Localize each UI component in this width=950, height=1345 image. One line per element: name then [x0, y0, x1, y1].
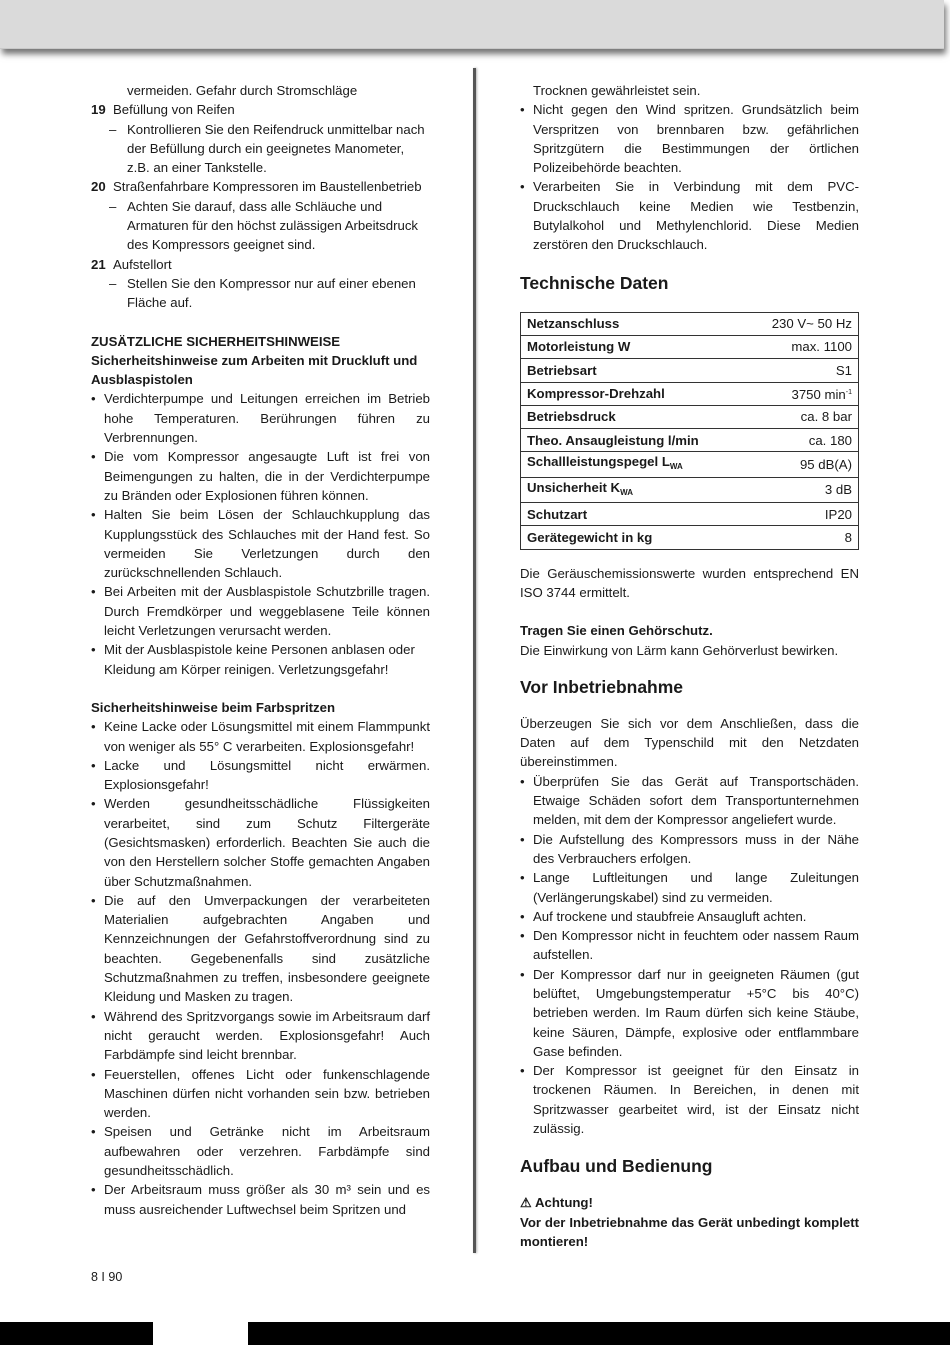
continuation-line: Trocknen gewährleistet sein.: [533, 83, 701, 98]
bullet-icon: •: [520, 1063, 525, 1079]
list-item-text: Verdichterpumpe und Leitungen erreichen im Betrieb hohe Temperaturen. Berührungen führen zu Verbrennungen.: [104, 391, 430, 446]
spec-row: [521, 477, 859, 502]
list-item-text: Speisen und Getränke nicht im Arbeitsraum aufbewahren oder verzehren. Farbdämpfe sind gesundheitsschädlich.: [104, 1124, 430, 1179]
item-title: Straßenfahrbare Kompressoren im Baustellenbetrieb: [113, 179, 422, 195]
item-title: Befüllung von Reifen: [113, 102, 235, 118]
spec-value: [745, 452, 858, 477]
spec-value: [745, 503, 858, 526]
list-item: [91, 1122, 430, 1180]
item-detail: Stellen Sie den Kompressor nur auf einer ebenen Fläche auf.: [127, 275, 416, 311]
list-item: [91, 505, 430, 582]
spec-key-text: Motorleistung W: [527, 339, 631, 355]
spec-key-text: Schallleistungspegel L: [527, 454, 670, 470]
hearing-warning-title: Tragen Sie einen Gehörschutz.: [520, 623, 713, 639]
bullet-icon: •: [520, 831, 525, 847]
list-item: [91, 389, 430, 447]
list-item-text: Die auf den Umverpackungen der verarbeiteten Materialien aufgebrachten Angaben und Kennzeichnungen der Gefahrstoffverordnung sind zu beachten. Gegebenenfalls sind zusätzliche Schutzmaßnahmen zu treffen, insbesondere geeignete Kleidung und Masken zu tragen.: [104, 892, 430, 1005]
spec-row: [521, 452, 859, 477]
dash-marker: –: [109, 198, 117, 214]
bullet-icon: •: [91, 449, 96, 465]
list-item-text: Die Aufstellung des Kompressors muss in der Nähe des Verbrauchers erfolgen.: [533, 831, 859, 866]
list-item: [91, 1007, 430, 1065]
spec-value-text: 8: [844, 529, 852, 545]
spec-value-text: IP20: [824, 506, 852, 522]
spec-row: [521, 312, 859, 335]
list-item: [520, 177, 859, 254]
numbered-item-21: [91, 255, 430, 313]
spec-value-superscript: -1: [845, 389, 852, 397]
spec-key-text: Betriebsart: [527, 362, 597, 378]
list-item: [91, 756, 430, 795]
spec-row: [521, 335, 859, 358]
bullet-icon: •: [91, 719, 96, 735]
spec-row: [521, 405, 859, 428]
spec-key: [521, 312, 746, 335]
list-item-text: Der Kompressor darf nur in geeigneten Räumen (gut belüftet, Umgebungstemperatur +5°C bis 40°C) betrieben werden. Im Raum dürfen sich keine Stäube, keine Säuren, Dämpfe, explosive oder entflammbare Gase befinden.: [533, 966, 859, 1059]
list-item-text: Der Kompressor ist geeignet für den Einsatz in trockenen Räumen. In Bereichen, in denen mit Spritzwasser gearbeitet wird, ist der Einsatz nicht zulässig.: [533, 1063, 859, 1137]
spec-key: [521, 503, 746, 526]
spec-key-text: Kompressor-Drehzahl: [527, 386, 665, 402]
spec-key-subscript: WA: [620, 487, 633, 497]
list-item: [520, 830, 859, 869]
warning-text: Vor der Inbetriebnahme das Gerät unbedingt komplett montieren!: [520, 1214, 859, 1249]
spec-key-text: Unsicherheit K: [527, 479, 621, 495]
bullet-icon: •: [91, 1066, 96, 1082]
warning-triangle-icon: ⚠: [520, 1195, 532, 1211]
spec-value: [745, 405, 858, 428]
spec-key: [521, 526, 746, 549]
bullet-icon: •: [520, 179, 525, 195]
spec-value: [745, 526, 858, 549]
item-number: 21: [91, 256, 106, 272]
spec-value-text: ca. 8 bar: [800, 409, 852, 425]
bullet-icon: •: [520, 908, 525, 924]
list-item-text: Überprüfen Sie das Gerät auf Transportschäden. Etwaige Schäden sofort dem Transportunternehmen melden, mit dem der Kompressor angeliefert wurde.: [533, 773, 859, 828]
spec-value: [745, 382, 858, 405]
bullet-icon: •: [91, 1182, 96, 1198]
spec-value-text: 3 dB: [824, 482, 852, 498]
spec-key: [521, 429, 746, 452]
list-item: [91, 582, 430, 640]
bullet-icon: •: [520, 102, 525, 118]
spec-key: [521, 335, 746, 358]
list-item-text: Auf trockene und staubfreie Ansaugluft achten.: [533, 908, 807, 924]
bullet-icon: •: [91, 507, 96, 523]
list-item-text: Mit der Ausblaspistole keine Personen anblasen oder Kleidung am Körper reinigen. Verletzungsgefahr!: [104, 642, 415, 677]
spec-value: [745, 477, 858, 502]
spec-key: [521, 359, 746, 382]
list-item-text: Den Kompressor nicht in feuchtem oder nassem Raum aufstellen.: [533, 928, 859, 963]
bullet-icon: •: [91, 757, 96, 773]
numbered-item-20: [91, 177, 430, 254]
spec-value: [745, 312, 858, 335]
list-item-text: Keine Lacke oder Lösungsmittel mit einem Flammpunkt von weniger als 55° C verarbeiten. Explosionsgefahr!: [104, 719, 430, 754]
bullet-icon: •: [520, 870, 525, 886]
bullet-icon: •: [91, 584, 96, 600]
bullet-icon: •: [520, 928, 525, 944]
list-item-text: Feuerstellen, offenes Licht oder funkenschlagende Maschinen dürfen nicht vorhanden sein bzw. betrieben werden.: [104, 1066, 430, 1121]
dash-marker: –: [109, 275, 117, 291]
list-item-text: Werden gesundheitsschädliche Flüssigkeiten verarbeitet, sind zum Schutz Filtergeräte (Gesichtsmasken) erforderlich. Beachten Sie auch die von den Herstellern solcher Stoffe gemachten Angaben über Schutzmaßnahmen.: [104, 796, 430, 889]
spec-row: [521, 429, 859, 452]
bullet-icon: •: [91, 391, 96, 407]
list-item: [520, 772, 859, 830]
spec-key: [521, 452, 746, 477]
item-detail: Achten Sie darauf, dass alle Schläuche und Armaturen für den höchst zulässigen Arbeitsdruck des Kompressors geeignet sind.: [127, 198, 419, 253]
footer-bar-right: [248, 1322, 950, 1345]
subsection-title-druckluft: Sicherheitshinweise zum Arbeiten mit Druckluft und Ausblaspistolen: [91, 352, 418, 388]
spec-value-text: S1: [835, 362, 852, 378]
spec-table: [520, 312, 859, 550]
section-title: ZUSÄTZLICHE SICHERHEITSHINWEISE: [91, 333, 341, 349]
footer-bar-left: [0, 1322, 153, 1345]
vor-intro: Überzeugen Sie sich vor dem Anschließen, dass die Daten auf dem Typenschild mit den Netzdaten übereinstimmen.: [520, 715, 859, 770]
list-item: [520, 100, 859, 177]
spec-row: [521, 526, 859, 549]
item-number: 19: [91, 102, 106, 118]
list-item: [91, 640, 430, 679]
spec-row: [521, 382, 859, 405]
spec-key: [521, 477, 746, 502]
spec-key-text: Theo. Ansaugleistung l/min: [527, 432, 699, 448]
spec-key-subscript: WA: [669, 462, 683, 472]
heading-technische-daten: Technische Daten: [520, 272, 669, 293]
heading-aufbau-und-bedienung: Aufbau und Bedienung: [520, 1156, 713, 1177]
bullet-icon: •: [520, 966, 525, 982]
spec-key-text: Schutzart: [527, 506, 588, 522]
left-column: [91, 81, 430, 1219]
bullet-list-druckluft: [91, 389, 430, 678]
item-number: 20: [91, 179, 106, 195]
warning-heading: [520, 1193, 859, 1212]
continuation-line: vermeiden. Gefahr durch Stromschläge: [127, 83, 358, 98]
list-item-text: Nicht gegen den Wind spritzen. Grundsätzlich beim Verspritzen von brennbaren bzw. gefährlichen Spritzgütern die Bestimmungen der örtlichen Polizeibehörde beachten.: [533, 102, 859, 176]
column-divider: [473, 68, 476, 1253]
list-item: [91, 717, 430, 756]
list-item-text: Verarbeiten Sie in Verbindung mit dem PVC-Druckschlauch keine Medien wie Testbenzin, Butylalkohol und Methylenchlorid. Diese Medien zerstören den Druckschlauch.: [533, 179, 859, 253]
spec-value: [745, 429, 858, 452]
list-item-text: Lacke und Lösungsmittel nicht erwärmen. Explosionsgefahr!: [104, 757, 430, 793]
bullet-icon: •: [91, 1124, 96, 1140]
spec-value: [745, 335, 858, 358]
warning-title: Achtung!: [535, 1195, 593, 1211]
list-item-text: Bei Arbeiten mit der Ausblaspistole Schutzbrille tragen. Durch Fremdkörper und weggeblasene Teile können leicht Verletzungen verursacht werden.: [104, 584, 430, 639]
list-item: [91, 891, 430, 1007]
spec-key-text: Gerätegewicht in kg: [527, 529, 653, 545]
spec-value-text: ca. 180: [808, 432, 852, 448]
list-item: [91, 447, 430, 505]
spec-value-text: max. 1100: [791, 339, 852, 355]
bullet-icon: •: [91, 1008, 96, 1024]
bullet-icon: •: [91, 796, 96, 812]
list-item-text: Die vom Kompressor angesaugte Luft ist frei von Beimengungen zu halten, die in der Verdichterpumpe zu Bränden oder Explosionen führen können.: [104, 449, 430, 503]
list-item: [91, 1180, 430, 1219]
list-item-text: Lange Luftleitungen und lange Zuleitungen (Verlängerungskabel) sind zu vermeiden.: [533, 870, 859, 905]
spec-key: [521, 405, 746, 428]
heading-vor-inbetriebnahme: Vor Inbetriebnahme: [520, 676, 684, 697]
spec-value-text: 230 V~ 50 Hz: [771, 316, 852, 332]
bullet-icon: •: [520, 773, 525, 789]
bullet-list-top: [520, 100, 859, 254]
list-item: [520, 1061, 859, 1138]
subsection-title-farbspritzen: Sicherheitshinweise beim Farbspritzen: [91, 699, 336, 715]
list-item: [91, 794, 430, 890]
list-item: [520, 926, 859, 965]
bullet-list-vor: [520, 772, 859, 1139]
list-item-text: Während des Spritzvorgangs sowie im Arbeitsraum darf nicht geraucht werden. Explosionsgefahr! Auch Farbdämpfe sind leicht brennbar.: [104, 1008, 430, 1063]
noise-note: Die Geräuschemissionswerte wurden entsprechend EN ISO 3744 ermittelt.: [520, 565, 859, 600]
list-item-text: Halten Sie beim Lösen der Schlauchkupplung das Kupplungsstück des Schlauches mit der Hand fest. So vermeiden Sie Verletzungen durch den zurückschnellenden Schlauch.: [104, 507, 430, 581]
item-detail: Kontrollieren Sie den Reifendruck unmittelbar nach der Befüllung durch ein geeignetes Manometer, z.B. an einer Tankstelle.: [127, 121, 425, 176]
spec-key-text: Betriebsdruck: [527, 409, 616, 425]
spec-row: [521, 359, 859, 382]
spec-row: [521, 503, 859, 526]
page-number: 8 I 90: [91, 1270, 123, 1284]
spec-value-text: 95 dB(A): [799, 456, 852, 472]
list-item: [520, 907, 859, 926]
list-item: [520, 868, 859, 907]
dash-marker: –: [109, 121, 117, 137]
numbered-item-19: [91, 100, 430, 177]
spec-value-text: 3750 min: [791, 387, 846, 403]
spec-key: [521, 382, 746, 405]
hearing-warning-text: Die Einwirkung von Lärm kann Gehörverlust bewirken.: [520, 642, 839, 658]
list-item: [520, 965, 859, 1061]
list-item-text: Der Arbeitsraum muss größer als 30 m³ sein und es muss ausreichender Luftwechsel beim Spritzen und: [104, 1182, 430, 1217]
right-column: [520, 81, 859, 1251]
spec-key-text: Netzanschluss: [527, 316, 620, 332]
spec-value: [745, 359, 858, 382]
bullet-icon: •: [91, 642, 96, 658]
bullet-icon: •: [91, 892, 96, 908]
header-bar: [0, 0, 944, 49]
bullet-list-farbspritzen: [91, 717, 430, 1219]
item-title: Aufstellort: [113, 256, 172, 272]
list-item: [91, 1065, 430, 1123]
